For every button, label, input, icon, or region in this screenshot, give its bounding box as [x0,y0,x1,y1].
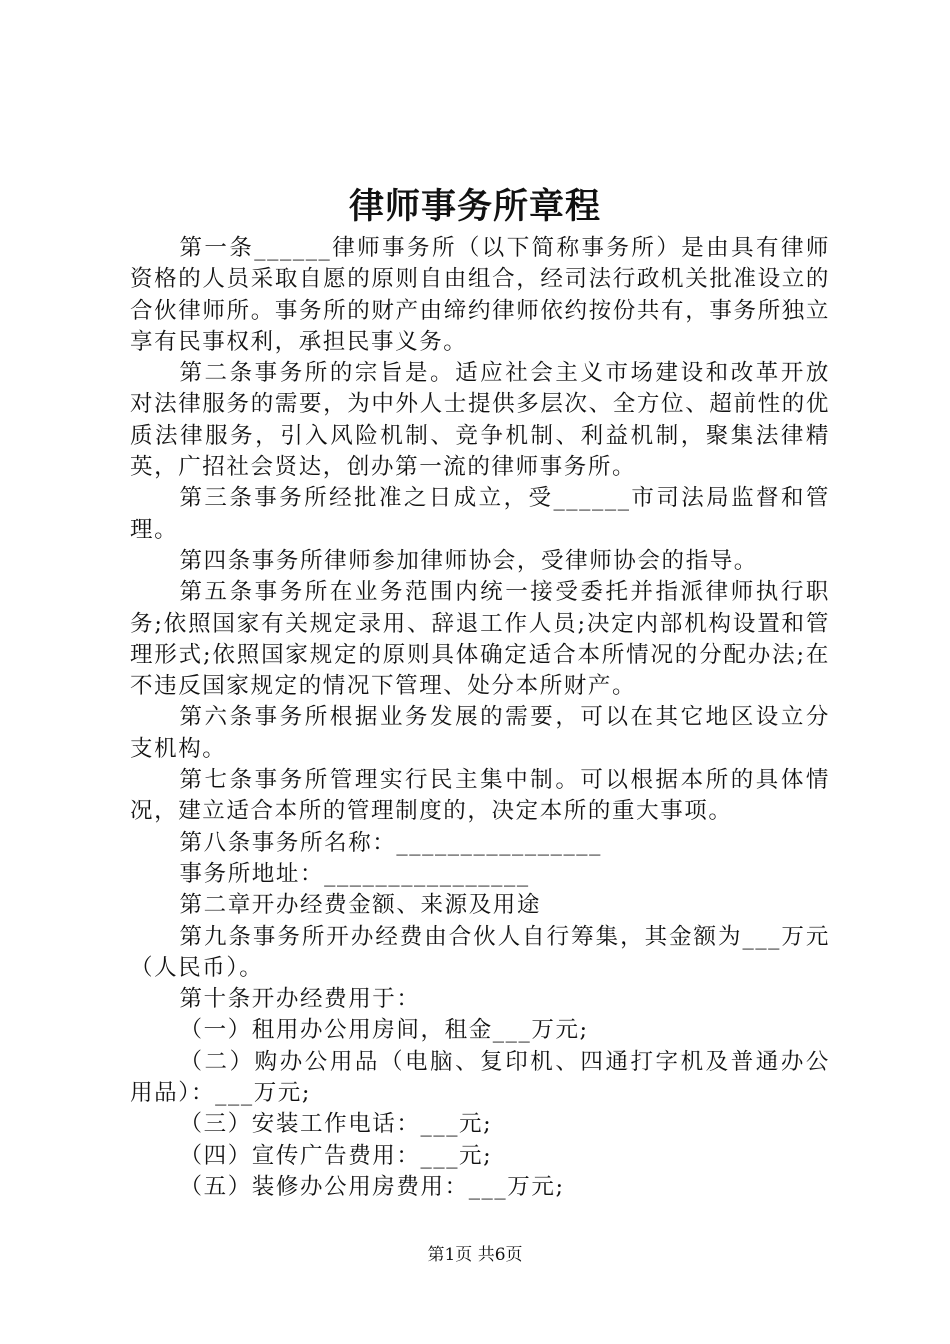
paragraph-article-10: 第十条开办经费用于： [179,986,421,1013]
document-title: 律师事务所章程 [348,186,601,227]
paragraph-article-7: 第七条事务所管理实行民主集中制。可以根据本所的具体情况，建立适合本所的管理制度的，决定本所的重大事项。 [130,767,830,825]
paragraph-article-9: 第九条事务所开办经费由合伙人自行筹集，其金额为___万元（人民币）。 [130,923,830,981]
paragraph-article-8: 第八条事务所名称：________________ [179,829,603,856]
page-number-footer: 第1页 共6页 [427,1245,523,1265]
paragraph-article-2: 第二条事务所的宗旨是。适应社会主义市场建设和改革开放对法律服务的需要，为中外人士提供多层次、全方位、超前性的优质法律服务，引入风险机制、竞争机制、利益机制，聚集法律精英，广招社会贤达，创办第一流的律师事务所。 [130,360,830,481]
paragraph-item-4: （四）宣传广告费用：___元; [179,1142,493,1169]
paragraph-article-1: 第一条______律师事务所（以下简称事务所）是由具有律师资格的人员采取自愿的原则自由组合，经司法行政机关批准设立的合伙律师所。事务所的财产由缔约律师依约按份共有，事务所独立享有民事权利，承担民事义务。 [130,235,830,355]
paragraph-item-1: （一）租用办公用房间，租金___万元; [179,1017,589,1044]
paragraph-article-3: 第三条事务所经批准之日成立，受______市司法局监督和管理。 [130,485,830,543]
paragraph-office-address: 事务所地址：________________ [179,860,530,887]
paragraph-item-5: （五）装修办公用房费用：___万元; [179,1173,565,1200]
paragraph-item-3: （三）安装工作电话：___元; [179,1111,493,1138]
document-body [130,233,830,1203]
paragraph-article-5: 第五条事务所在业务范围内统一接受委托并指派律师执行职务;依照国家有关规定录用、辞退工作人员;决定内部机构设置和管理形式;依照国家规定的原则具体确定适合本所情况的分配办法;在不违反国家规定的情况下管理、处分本所财产。 [130,579,830,700]
paragraph-item-2: （二）购办公用品（电脑、复印机、四通打字机及普通办公用品）：___万元; [130,1048,830,1107]
paragraph-article-6: 第六条事务所根据业务发展的需要，可以在其它地区设立分支机构。 [130,704,830,762]
paragraph-chapter-2-heading: 第二章开办经费金额、来源及用途 [179,892,542,919]
paragraph-article-4: 第四条事务所律师参加律师协会，受律师协会的指导。 [179,547,758,574]
